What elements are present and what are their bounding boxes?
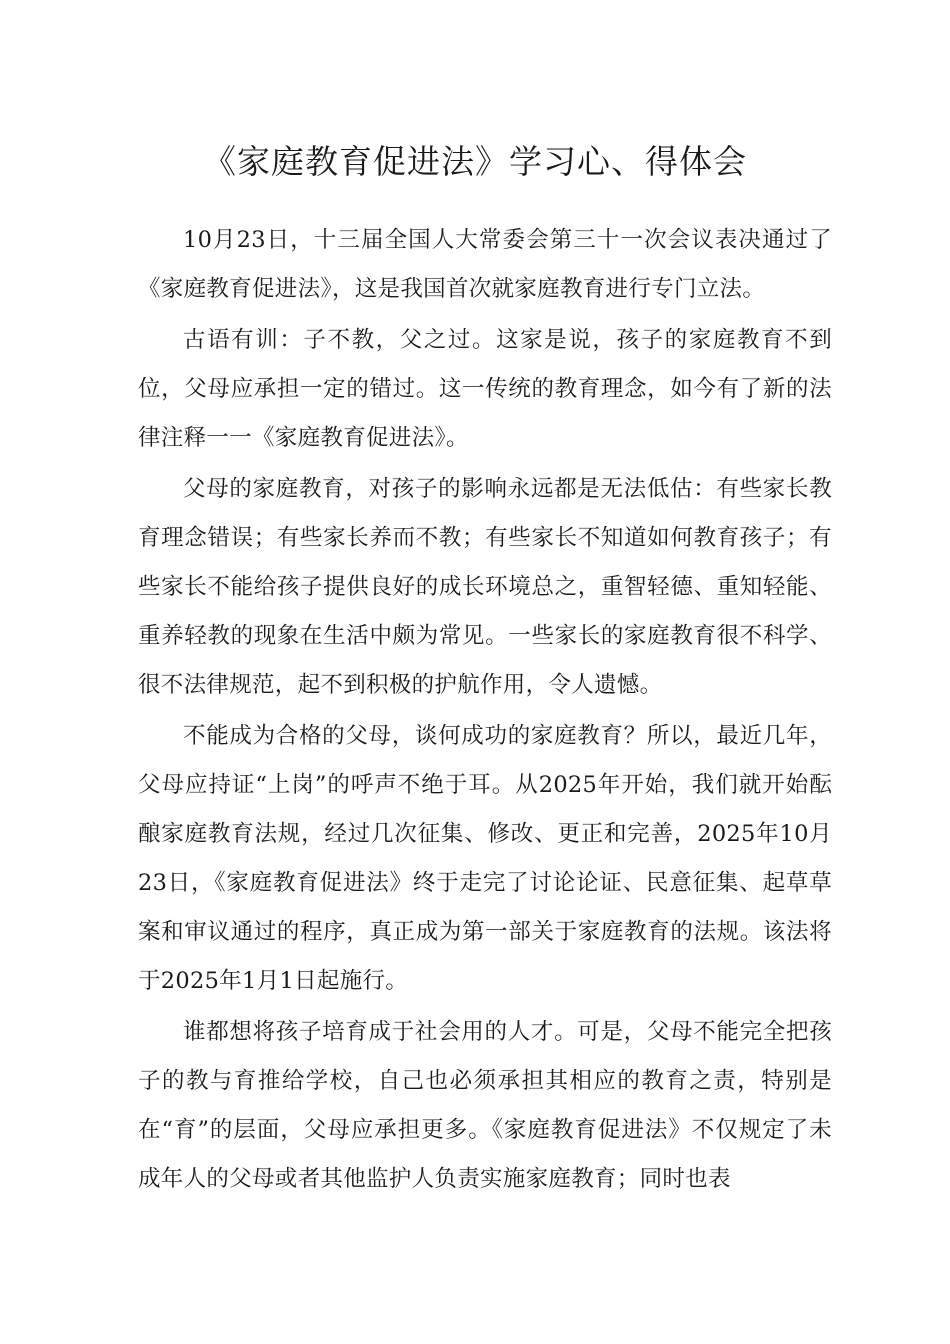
paragraph-1: 10月23日，十三届全国人大常委会第三十一次会议表决通过了《家庭教育促进法》，这是我国首次就家庭教育进行专门立法。 <box>138 227 832 302</box>
paragraph-3: 父母的家庭教育，对孩子的影响永远都是无法低估：有些家长教育理念错误；有些家长养而不教；有些家长不知道如何教育孩子；有些家长不能给孩子提供良好的成长环境总之，重智轻德、重知轻能、重养轻教的现象在生活中颇为常见。一些家长的家庭教育很不科学、很不法律规范，起不到积极的护航作用，令人遗憾。 <box>138 476 832 698</box>
paragraph-2: 古语有训：子不教，父之过。这家是说，孩子的家庭教育不到位，父母应承担一定的错过。这一传统的教育理念，如今有了新的法律注释一一《家庭教育促进法》。 <box>138 327 832 451</box>
paragraph-4: 不能成为合格的父母，谈何成功的家庭教育？所以，最近几年，父母应持证“上岗”的呼声不绝于耳。从2025年开始，我们就开始酝酿家庭教育法规，经过几次征集、修改、更正和完善，2025年10月23日，《家庭教育促进法》终于走完了讨论论证、民意征集、起草草案和审议通过的程序，真正成为第一部关于家庭教育的法规。该法将于2025年1月1日起施行。 <box>138 723 832 994</box>
document-body <box>138 216 832 1206</box>
paragraph-5: 谁都想将孩子培育成于社会用的人才。可是，父母不能完全把孩子的教与育推给学校，自己也必须承担其相应的教育之责，特别是在“育”的层面，父母应承担更多。《家庭教育促进法》不仅规定了未成年人的父母或者其他监护人负责实施家庭教育；同时也表 <box>138 1019 832 1192</box>
document-title: 《家庭教育促进法》学习心、得体会 <box>203 142 747 181</box>
